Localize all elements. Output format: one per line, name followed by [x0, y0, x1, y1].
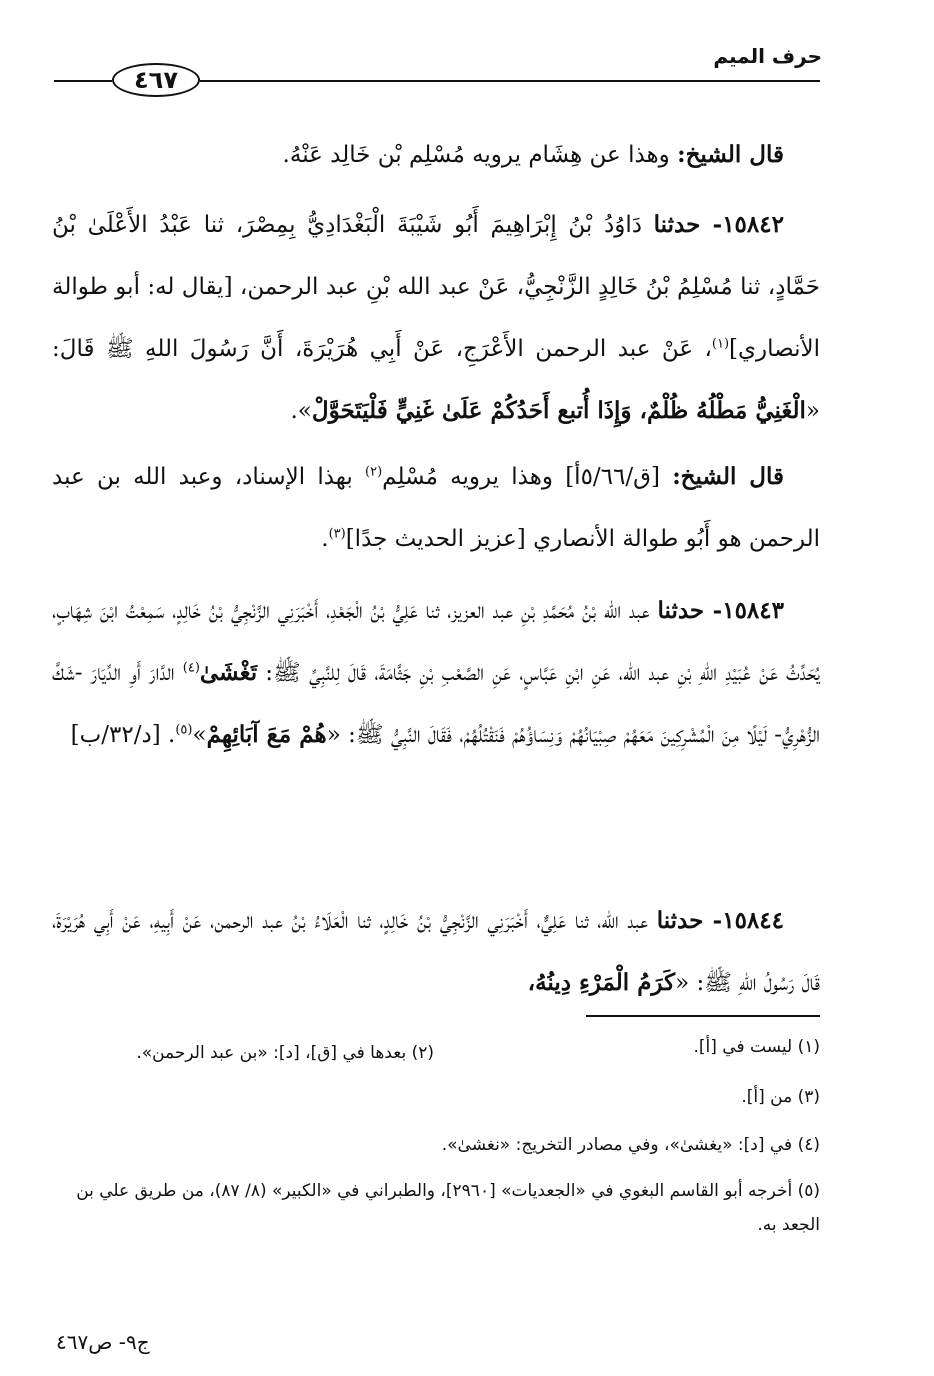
bold-text: كَرَمُ الْمَرْءِ دِينُهُ، — [527, 969, 676, 996]
footnote-marker: (٢) — [365, 464, 383, 480]
bold-text: تَغْشَىٰ — [199, 659, 258, 686]
paragraph — [52, 890, 820, 1014]
text-run: وهذا عن هِشَام يرويه مُسْلِم بْن خَالِد عَنْهُ. — [282, 142, 678, 168]
paragraph — [52, 580, 820, 766]
footnote: (٥) أخرجه أبو القاسم البغوي في «الجعديات» [٢٩٦٠]، والطبراني في «الكبير» (٨/ ٨٧)، من طريق علي بن الجعد به. — [76, 1181, 820, 1235]
footnote: (١) ليست في [أ]. — [693, 1037, 820, 1057]
text-run: عبد الله، ثنا عَلِيٌّ، أَخْبَرَنِي الزَّنْجِيُّ بْنُ خَالِدٍ، ثنا الْعَلَاءُ بْنُ عبد الرحمن، عَنْ أَبِيهِ، عَنْ أَبِي هُرَيْرَةَ، قَالَ رَسُولُ اللهِ ﷺ: « — [52, 908, 820, 996]
footnote-marker: (٥) — [175, 722, 193, 738]
footnote-marker: (٤) — [182, 660, 200, 676]
header-rule-right — [200, 80, 820, 82]
header-rule-left — [54, 80, 112, 82]
bold-text: هُمْ مَعَ آبَائِهِمْ — [206, 721, 327, 748]
footnote: (٣) من [أ]. — [741, 1087, 820, 1107]
text-run: بهذا الإسناد، وعبد الله بن عبد الرحمن هو أَبُو طوالة الأنصاري [عزيز الحديث جدًا] — [52, 464, 820, 552]
text-run: ، عَنْ عبد الرحمن الأَعْرَجِ، عَنْ أَبِي هُرَيْرَةَ، أَنَّ رَسُولَ اللهِ ﷺ قَالَ: « — [52, 336, 820, 424]
text-run: دَاوُدُ بْنُ إِبْرَاهِيمَ أَبُو شَيْبَةَ الْبَغْدَادِيُّ بِمِصْرَ، ثنا عَبْدُ الأَعْلَىٰ بْنُ حَمَّادٍ، ثنا مُسْلِمُ بْنُ خَالِدٍ الزَّنْجِيُّ، عَنْ عبد الله بْنِ عبد الرحمن، [يقال له: أبو طوالة الأنصاري] — [52, 212, 820, 362]
footnote-marker: (١) — [711, 336, 730, 352]
bold-text: قال الشيخ: — [672, 463, 785, 490]
text-run: [ق/٥/٦٦أ] وهذا يرويه مُسْلِم — [382, 464, 673, 490]
bold-text: ١٥٨٤٣- حدثنا — [657, 597, 784, 624]
paragraph — [52, 194, 820, 442]
footnote-separator — [586, 1015, 820, 1017]
bold-text: ١٥٨٤٢- حدثنا — [653, 211, 784, 238]
paragraph — [52, 446, 820, 570]
page-number-badge: ٤٦٧ — [112, 63, 200, 97]
footnote: (٢) بعدها في [ق]، [د]: «بن عبد الرحمن». — [136, 1043, 434, 1063]
bold-text: قال الشيخ: — [677, 141, 784, 168]
text-run: . [د/٣٢/ب] — [70, 722, 176, 748]
footnote-marker: (٣) — [328, 526, 346, 542]
text-run: عبد الله بْنُ مُحَمَّدِ بْنِ عبد العزيز، ثنا عَلِيُّ بْنُ الْجَعْدِ، أَخْبَرَنِي الزَّنْجِيُّ بْنُ خَالِدٍ، سَمِعْتُ ابْنَ شِهَابٍ، يُحَدِّثُ عَنْ عُبَيْدِ اللهِ بْنِ عبد الله، عَنِ ابْنِ عَبَّاسٍ، عَنِ الصَّعْبِ بْنِ جَثَّامَةَ، قَالَ لِلنَّبِيِّ ﷺ: — [52, 598, 820, 686]
text-run: الدَّارَ أَوِ الدِّيَارَ -شَكَّ الزُّهْرِيُّ- لَيْلًا مِنَ الْمُشْرِكِينَ مَعَهُمْ صِبْيَانُهُمْ وَنِسَاؤُهُمْ فَنَقْتُلُهُمْ، فَقَالَ النَّبِيُّ ﷺ: « — [52, 660, 820, 748]
text-run: » — [192, 722, 207, 748]
footnote: (٤) في [د]: «يغشىٰ»، وفي مصادر التخريج: «نغشىٰ». — [441, 1135, 820, 1155]
bold-text: ١٥٨٤٤- حدثنا — [656, 907, 784, 934]
bold-text: الْغَنِيُّ مَطْلُهُ ظُلْمٌ، وَإِذَا أُتبع أَحَدُكُمْ عَلَىٰ غَنِيٍّ فَلْيَتَحَوَّلْ — [311, 397, 806, 424]
paragraph — [52, 124, 820, 186]
text-run: ». — [290, 398, 312, 424]
section-title: حرف الميم — [713, 44, 822, 68]
volume-page-reference: ج٩- ص٤٦٧ — [56, 1330, 150, 1354]
text-run: . — [321, 526, 329, 552]
